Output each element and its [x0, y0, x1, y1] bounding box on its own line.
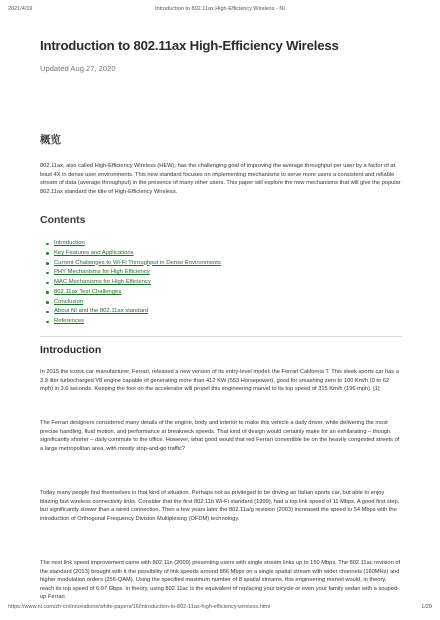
toc-link[interactable]: MAC Mechanisms for High Efficiency — [54, 279, 151, 285]
toc-item-references — [46, 317, 221, 327]
updated-date: Updated Aug 27, 2020 — [40, 64, 116, 73]
bullet-icon — [46, 262, 49, 265]
intro-paragraph-1: In 2015 the iconic car manufacturer, Ferrari, released a new version of its entry-level model: the Ferrari California T. This sleek sports car has a 3.9 liter turbocharged V8 engine capable of generating more than 412 KW (553 Horsepower), good for smashing zero to 100 Km/h (0 to 62 mph) in 3.6 seconds. Keeping the foot on the accelerator will propel this engineering marvel to its top speed of 315 Km/h (196 mph). [1] — [40, 369, 399, 393]
toc-item-current-challenges — [46, 259, 221, 269]
intro-paragraph-2: The Ferrari designers considered many details of the engine, body and interior to make this vehicle a daily driver, while delivering the most precise handling, fluid motion, and performance at breakneck speeds. That kind of design would certainly make for an exhilarating – though significantly shorter – daily commute to the office. However, what good would that red Ferrari convertible be on the heavily congested streets of a large metropolitan area, with mostly stop-and-go traffic? — [40, 420, 400, 452]
toc-item-phy-mechanisms — [46, 268, 221, 278]
print-page-title: Introduction to 802.11ax High-Efficiency Wireless - NI — [155, 6, 285, 12]
toc-link[interactable]: References — [54, 318, 85, 324]
print-url: https://www.ni.com/zh-cn/innovations/white-papers/16/introduction-to-802-11ax-high-efficiency-wireless.html — [8, 604, 271, 610]
toc-item-test-challenges — [46, 288, 221, 298]
abstract-heading: 概览 — [40, 134, 61, 146]
bullet-icon — [46, 252, 49, 255]
print-date: 2021/4/19 — [8, 6, 33, 12]
intro-paragraph-3: Today many people find themselves in that kind of situation. Perhaps not as privileged to be driving an Italian sports car, but able to enjoy blazing fast wireless connectivity links. Consider that the first 802.11b Wi-Fi standard (1999), had a top link speed of 11 Mbps. A good first step, but significantly slower than a wired connection. Then a few years later the 802.11a/g revision (2003) increased the speed to 54 Mbps with the introduction of Orthogonal Frequency Division Multiplexing (OFDM) technology. — [40, 490, 400, 522]
toc-link[interactable]: 802.11ax Test Challenges — [54, 288, 122, 295]
print-footer — [8, 604, 432, 614]
bullet-icon — [46, 301, 49, 304]
bullet-icon — [46, 311, 49, 314]
bullet-icon — [46, 282, 49, 285]
toc-link[interactable]: Key Features and Applications — [54, 249, 134, 256]
introduction-heading: Introduction — [40, 344, 102, 356]
intro-paragraph-4: The next link speed improvement came with 802.11n (2009) presenting users with single stream links up to 150 Mbps. The 802.11ac revision of the standard (2013) brought with it the possibility of link speeds around 866 Mbps on a single spatial stream with wider channels (160MHz) and higher modulation orders (256-QAM). Using the specified maximum number of 8 spatial streams, this engineering marvel would, in theory, reach its top speed of 6.97 Gbps. In theory, using 802.11ac is the equivalent of replacing your bicycle or even your family sedan with a souped-up Ferrari. — [40, 560, 401, 601]
toc-item-introduction — [46, 239, 221, 249]
print-header — [8, 6, 432, 16]
toc-item-key-features — [46, 249, 221, 259]
page-number: 1/20 — [421, 604, 432, 610]
toc-link[interactable]: Conclusion — [54, 298, 84, 305]
abstract-paragraph: 802.11ax, also called High-Efficiency Wireless (HEW), has the challenging goal of improving the average throughput per user by a factor of at least 4X in dense user environments. This new standard focuses on implementing mechanisms to serve more users a consistent and reliable stream of data (average throughput) in the presence of many other users. This paper will explore the new mechanisms that will give the popular 802.11ax standard the title of High-Efficiency Wireless. — [40, 163, 401, 195]
toc-item-about-ni — [46, 307, 221, 317]
document-content — [40, 38, 402, 601]
bullet-icon — [46, 321, 49, 324]
toc-link[interactable]: Current Challenges to Wi-Fi Throughput in Dense Environments — [54, 259, 221, 266]
contents-heading: Contents — [40, 214, 86, 226]
page-title: Introduction to 802.11ax High-Efficiency Wireless — [40, 38, 339, 53]
toc-link[interactable]: Introduction — [54, 240, 85, 246]
table-of-contents — [46, 239, 221, 327]
bullet-icon — [46, 272, 49, 275]
toc-item-mac-mechanisms — [46, 278, 221, 288]
bullet-icon — [46, 291, 49, 294]
toc-item-conclusion — [46, 298, 221, 308]
toc-link[interactable]: About NI and the 802.11ax standard — [54, 308, 149, 315]
section-divider — [40, 336, 402, 337]
bullet-icon — [46, 243, 49, 246]
toc-link[interactable]: PHY Mechanisms for High Efficiency — [54, 269, 150, 276]
